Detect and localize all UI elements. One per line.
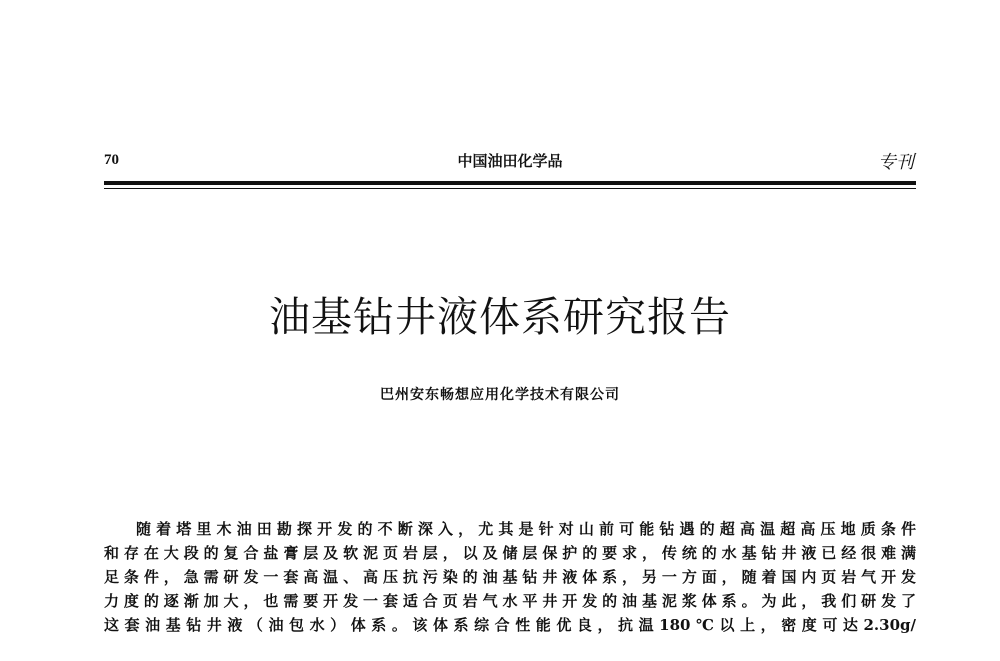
header-rule-thin	[104, 188, 916, 189]
body-line: 足条件，急需研发一套高温、高压抗污染的油基钻井液体系，另一方面，随着国内页岩气开发	[104, 568, 916, 586]
body-line: 随着塔里木油田勘探开发的不断深入，尤其是针对山前可能钻遇的超高温超高压地质条件	[136, 520, 916, 538]
section-label: 专刊	[878, 152, 914, 173]
body-line: 这套油基钻井液（油包水）体系。该体系综合性能优良，抗温180℃以上，密度可达2.30g/	[104, 616, 916, 634]
body-paragraph	[104, 517, 916, 637]
journal-name: 中国油田化学品	[457, 152, 563, 170]
article-title: 油基钻井液体系研究报告	[269, 293, 731, 341]
body-line: 力度的逐渐加大，也需要开发一套适合页岩气水平井开发的油基泥浆体系。为此，我们研发了	[104, 592, 916, 610]
header-rule-thick	[104, 181, 916, 185]
body-line: 和存在大段的复合盐膏层及软泥页岩层，以及储层保护的要求，传统的水基钻井液已经很难满	[104, 544, 916, 562]
page-number: 70	[104, 152, 119, 168]
affiliation: 巴州安东畅想应用化学技术有限公司	[380, 387, 620, 403]
